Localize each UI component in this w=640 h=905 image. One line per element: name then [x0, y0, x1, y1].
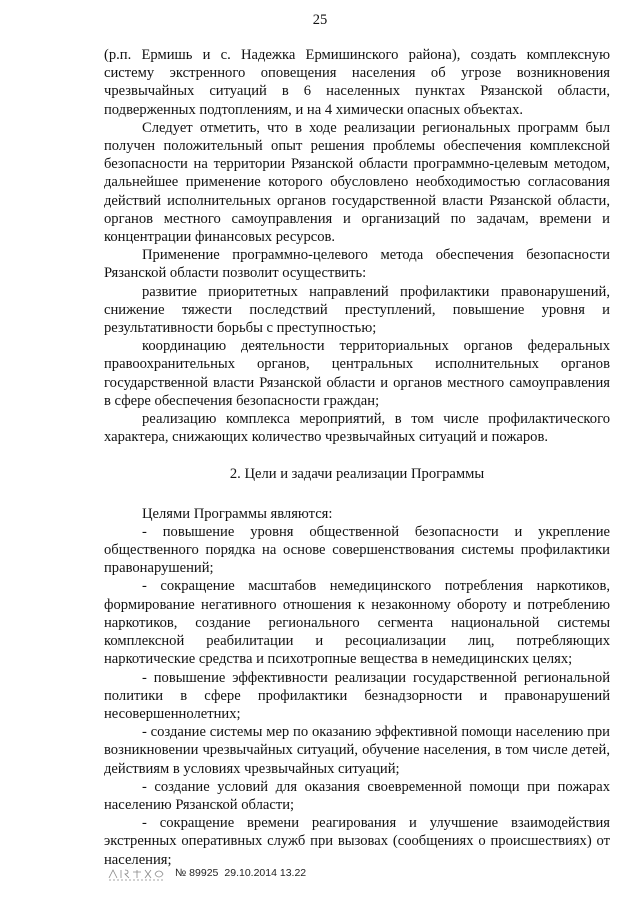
- footer-datetime: 29.10.2014 13.22: [224, 867, 307, 879]
- footer-doc-number: № 89925: [175, 867, 219, 879]
- goal-item: - повышение уровня общественной безопасности и укрепление общественного порядка на основе совершенствования системы профилактики правонарушений;: [104, 523, 610, 577]
- document-body: [104, 46, 610, 869]
- footer: [107, 864, 306, 882]
- page-number: 25: [312, 12, 328, 28]
- list-item: реализацию комплекса мероприятий, в том числе профилактического характера, снижающих количество чрезвычайных ситуаций и пожаров.: [104, 411, 610, 446]
- section-heading: 2. Цели и задачи реализации Программы: [229, 466, 485, 483]
- paragraph: Применение программно-целевого метода обеспечения безопасности Рязанской области позволит осуществить:: [104, 247, 610, 282]
- goal-item: - сокращение масштабов немедицинского потребления наркотиков, формирование негативного отношения к незаконному обороту и потреблению наркотиков, создание регионального сегмента национальной системы комплексной реабилитации и ресоциализации лиц, потребляющих наркотические средства и психотропные вещества в немедицинских целях;: [104, 578, 610, 668]
- goals-intro: Целями Программы являются:: [142, 505, 333, 522]
- list-item: развитие приоритетных направлений профилактики правонарушений, снижение тяжести последствий преступлений, повышение уровня и результативности борьбы с преступностью;: [104, 283, 610, 337]
- list-item: координацию деятельности территориальных органов федеральных правоохранительных органов, центральных исполнительных органов государственной власти Рязанской области и органов местного самоуправления в сфере обеспечения безопасности граждан;: [104, 338, 610, 409]
- goal-item: - создание условий для оказания своевременной помощи при пожарах населению Рязанской области;: [104, 778, 610, 813]
- goal-item: - повышение эффективности реализации государственной региональной политики в сфере профилактики безнадзорности и правонарушений несовершеннолетних;: [104, 669, 610, 722]
- registry-stamp-icon: [107, 864, 169, 882]
- goal-item: - сокращение времени реагирования и улучшение взаимодействия экстренных оперативных служб при вызовах (сообщениях о происшествиях) от населения;: [104, 815, 610, 868]
- paragraph: (р.п. Ермишь и с. Надежка Ермишинского района), создать комплексную систему экстренного оповещения населения об угрозе возникновения чрезвычайных ситуаций в 6 населенных пунктах Рязанской области, подверженных подтоплениям, и на 4 химически опасных объектах.: [104, 47, 610, 118]
- goal-item: - создание системы мер по оказанию эффективной помощи населению при возникновении чрезвычайных ситуаций, обучение населения, в том числе детей, действиям в условиях чрезвычайных ситуаций;: [104, 724, 610, 777]
- paragraph: Следует отметить, что в ходе реализации региональных программ был получен положительный опыт решения проблемы обеспечения комплексной безопасности на территории Рязанской области программно-целевым методом, дальнейшее применение которого обусловлено необходимостью согласования действий исполнительных органов государственной власти Рязанской области, органов местного самоуправления и организаций по задачам, времени и концентрации финансовых ресурсов.: [104, 119, 610, 246]
